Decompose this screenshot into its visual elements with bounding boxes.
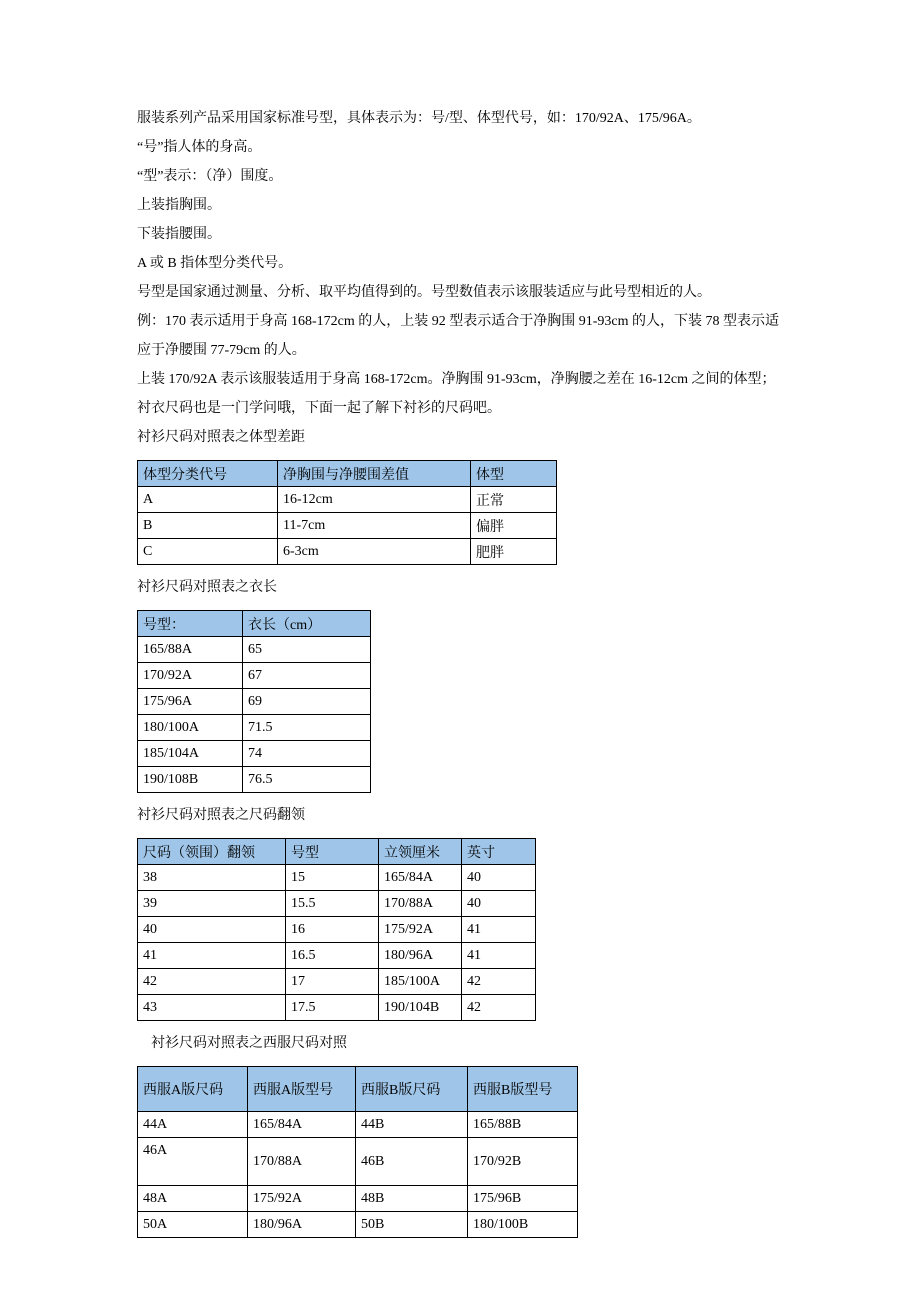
table-cell: 170/92A: [138, 663, 243, 689]
column-header: 尺码（领围）翻领: [138, 839, 286, 865]
table-cell: 43: [138, 995, 286, 1021]
column-header: 号型: [286, 839, 379, 865]
table-caption-body-type: 衬衫尺码对照表之体型差距: [137, 430, 305, 445]
table-row: [138, 689, 371, 715]
table-cell: A: [138, 487, 278, 513]
table-row: [138, 1112, 578, 1138]
table-cell: 190/104B: [379, 995, 462, 1021]
table-cell: 16.5: [286, 943, 379, 969]
table-cell: 41: [462, 917, 536, 943]
table-cell: 170/88A: [248, 1138, 356, 1186]
table-cell: 180/100B: [468, 1212, 578, 1238]
table-row: [138, 539, 557, 565]
table-cell: 175/92A: [248, 1186, 356, 1212]
table-row: [138, 969, 536, 995]
table-cell: C: [138, 539, 278, 565]
column-header: 立领厘米: [379, 839, 462, 865]
table-row: [138, 891, 536, 917]
column-header: 西服A版型号: [248, 1067, 356, 1112]
table-cell: 11-7cm: [278, 513, 471, 539]
table-cell: 16: [286, 917, 379, 943]
paragraph: 衬衣尺码也是一门学问哦，下面一起了解下衬衫的尺码吧。: [137, 401, 501, 416]
body-type-table: [137, 460, 557, 565]
table-cell: 76.5: [243, 767, 371, 793]
table-cell: 肥胖: [471, 539, 557, 565]
table-cell: 74: [243, 741, 371, 767]
table-cell: 180/100A: [138, 715, 243, 741]
column-header: 西服B版型号: [468, 1067, 578, 1112]
garment-length-table: [137, 610, 371, 793]
table-cell: 42: [462, 995, 536, 1021]
paragraph: 号型是国家通过测量、分析、取平均值得到的。号型数值表示该服装适应与此号型相近的人。: [137, 285, 711, 300]
intro-paragraphs: [137, 104, 783, 423]
column-header: 西服B版尺码: [356, 1067, 468, 1112]
table-row: [138, 1212, 578, 1238]
table-cell: 40: [462, 891, 536, 917]
table-cell: 180/96A: [248, 1212, 356, 1238]
paragraph: 上装 170/92A 表示该服装适用于身高 168-172cm。净胸围 91-93cm，净胸腰之差在 16-12cm 之间的体型；: [137, 372, 776, 387]
table-cell: 17.5: [286, 995, 379, 1021]
table-row: [138, 741, 371, 767]
table-cell: 175/96A: [138, 689, 243, 715]
paragraph: 上装指胸围。: [137, 198, 221, 213]
table-cell: 17: [286, 969, 379, 995]
table-cell: 165/84A: [379, 865, 462, 891]
table-cell: 正常: [471, 487, 557, 513]
paragraph: A 或 B 指体型分类代号。: [137, 256, 293, 271]
paragraph: 例：170 表示适用于身高 168-172cm 的人，上装 92 型表示适合于净胸围 91-93cm 的人，下装 78 型表示适应于净腰围 77-79cm 的人。: [137, 314, 780, 358]
table-cell: 44B: [356, 1112, 468, 1138]
table-cell: 偏胖: [471, 513, 557, 539]
table-cell: 170/92B: [468, 1138, 578, 1186]
column-header: 号型：: [138, 611, 243, 637]
table-cell: 190/108B: [138, 767, 243, 793]
column-header: 体型分类代号: [138, 461, 278, 487]
table-cell: 40: [138, 917, 286, 943]
table-row: [138, 637, 371, 663]
table-cell: 15.5: [286, 891, 379, 917]
table-row: [138, 767, 371, 793]
table-cell: 165/88A: [138, 637, 243, 663]
table-cell: 50A: [138, 1212, 248, 1238]
table-header-row: [138, 461, 557, 487]
table-cell: 42: [138, 969, 286, 995]
table-cell: 48B: [356, 1186, 468, 1212]
table-cell: 180/96A: [379, 943, 462, 969]
table-cell: 38: [138, 865, 286, 891]
table-row: [138, 995, 536, 1021]
table-cell: 39: [138, 891, 286, 917]
paragraph: 服装系列产品采用国家标准号型，具体表示为：号/型、体型代号，如：170/92A、175/96A。: [137, 111, 701, 126]
table-cell: 48A: [138, 1186, 248, 1212]
table-row: [138, 487, 557, 513]
table-cell: 170/88A: [379, 891, 462, 917]
table-cell: 175/96B: [468, 1186, 578, 1212]
table-row: [138, 1186, 578, 1212]
table-cell: 185/100A: [379, 969, 462, 995]
collar-size-table: [137, 838, 536, 1021]
table-row: [138, 865, 536, 891]
table-header-row: [138, 839, 536, 865]
table-header-row: [138, 1067, 578, 1112]
table-row: [138, 513, 557, 539]
table-row: [138, 1138, 578, 1186]
table-cell: 46B: [356, 1138, 468, 1186]
table-cell: 16-12cm: [278, 487, 471, 513]
suit-size-table: [137, 1066, 578, 1238]
table-cell: 42: [462, 969, 536, 995]
table-cell: 65: [243, 637, 371, 663]
table-row: [138, 943, 536, 969]
table-cell: 175/92A: [379, 917, 462, 943]
column-header: 体型: [471, 461, 557, 487]
table-row: [138, 715, 371, 741]
table-cell: B: [138, 513, 278, 539]
table-caption-collar-size: 衬衫尺码对照表之尺码翻领: [137, 808, 305, 823]
table-cell: 165/84A: [248, 1112, 356, 1138]
table-caption-suit-size: 衬衫尺码对照表之西服尺码对照: [151, 1036, 347, 1051]
table-cell: 15: [286, 865, 379, 891]
table-cell: 185/104A: [138, 741, 243, 767]
column-header: 衣长（cm）: [243, 611, 371, 637]
paragraph: “型”表示：（净）围度。: [137, 169, 283, 184]
table-row: [138, 917, 536, 943]
column-header: 西服A版尺码: [138, 1067, 248, 1112]
table-cell: 44A: [138, 1112, 248, 1138]
table-cell: 67: [243, 663, 371, 689]
column-header: 英寸: [462, 839, 536, 865]
table-cell: 41: [462, 943, 536, 969]
paragraph: 下装指腰围。: [137, 227, 221, 242]
table-cell: 69: [243, 689, 371, 715]
table-cell: 50B: [356, 1212, 468, 1238]
table-header-row: [138, 611, 371, 637]
table-caption-garment-length: 衬衫尺码对照表之衣长: [137, 580, 277, 595]
table-row: [138, 663, 371, 689]
table-cell: 41: [138, 943, 286, 969]
table-cell: 46A: [138, 1138, 248, 1186]
paragraph: “号”指人体的身高。: [137, 140, 262, 155]
table-cell: 71.5: [243, 715, 371, 741]
table-cell: 40: [462, 865, 536, 891]
table-cell: 165/88B: [468, 1112, 578, 1138]
column-header: 净胸围与净腰围差值: [278, 461, 471, 487]
table-cell: 6-3cm: [278, 539, 471, 565]
